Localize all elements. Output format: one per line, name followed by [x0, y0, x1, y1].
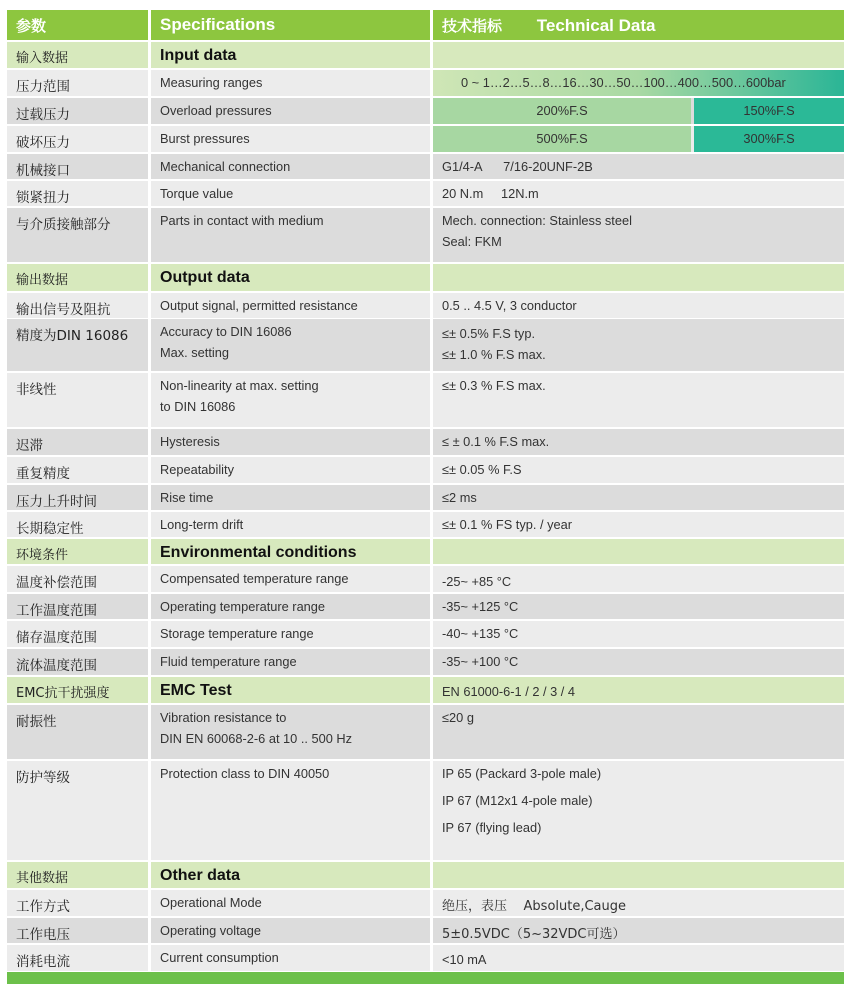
row-hysteresis — [7, 429, 844, 457]
storage-cn: 储存温度范围 — [7, 621, 151, 649]
repeat-cn: 重复精度 — [7, 457, 151, 485]
comp-cn: 温度补偿范围 — [7, 566, 151, 594]
section-emc-cn: EMC抗干扰强度 — [7, 677, 151, 705]
parts-value-2: Seal: FKM — [442, 234, 502, 249]
nonlin-en — [151, 373, 433, 429]
overload-en: Overload pressures — [151, 98, 433, 126]
comp-value: -25~ +85 °C — [433, 566, 844, 594]
measuring-ranges-cn: 压力范围 — [7, 70, 151, 98]
repeat-value: ≤± 0.05 % F.S — [433, 457, 844, 485]
section-output-cn: 输出数据 — [7, 264, 151, 293]
comp-en: Compensated temperature range — [151, 566, 433, 594]
burst-value-b: 300%F.S — [694, 126, 844, 152]
overload-values — [433, 98, 844, 126]
burst-values — [433, 126, 844, 154]
hyst-cn: 迟滞 — [7, 429, 151, 457]
voltage-value: 5±0.5VDC（5~32VDC可选） — [433, 918, 844, 945]
rise-cn: 压力上升时间 — [7, 485, 151, 512]
row-measuring-ranges — [7, 70, 844, 98]
accuracy-value-1: ≤± 0.5% F.S typ. — [442, 326, 535, 341]
footer-bar — [7, 972, 844, 984]
section-env-blank — [433, 539, 844, 566]
overload-value-b: 150%F.S — [694, 98, 844, 124]
current-cn: 消耗电流 — [7, 945, 151, 973]
vibration-en-1: Vibration resistance to — [160, 710, 287, 725]
overload-value-a: 200%F.S — [433, 98, 691, 124]
current-en: Current consumption — [151, 945, 433, 973]
accuracy-en-1: Accuracy to DIN 16086 — [160, 324, 292, 339]
nonlin-value: ≤± 0.3 % F.S max. — [433, 373, 844, 429]
row-operating-voltage — [7, 918, 844, 945]
measuring-ranges-value: 0 ~ 1…2…5…8…16…30…50…100…400…500…600bar — [433, 70, 844, 98]
mode-en: Operational Mode — [151, 890, 433, 918]
section-environmental — [7, 539, 844, 566]
row-output-signal — [7, 293, 844, 319]
spec-table — [7, 10, 844, 973]
header-tech-cn: 技术指标 — [442, 17, 503, 35]
protection-value — [433, 761, 844, 862]
row-storage-temp — [7, 621, 844, 649]
row-repeatability — [7, 457, 844, 485]
row-compensated-temp — [7, 566, 844, 594]
row-long-term-drift — [7, 512, 844, 539]
parts-value — [433, 208, 844, 264]
hyst-en: Hysteresis — [151, 429, 433, 457]
row-current-consumption — [7, 945, 844, 973]
header-specifications: Specifications — [151, 10, 433, 42]
torque-value: 20 N.m 12N.m — [433, 181, 844, 208]
mode-value: 绝压，表压 Absolute,Cauge — [433, 890, 844, 918]
accuracy-en — [151, 319, 433, 373]
torque-en: Torque value — [151, 181, 433, 208]
row-nonlinearity — [7, 373, 844, 429]
section-output — [7, 264, 844, 293]
section-other — [7, 862, 844, 890]
repeat-en: Repeatability — [151, 457, 433, 485]
storage-en: Storage temperature range — [151, 621, 433, 649]
mech-cn: 机械接口 — [7, 154, 151, 181]
section-input — [7, 42, 844, 70]
vibration-cn: 耐振性 — [7, 705, 151, 761]
header-tech-en: Technical Data — [536, 16, 656, 35]
voltage-cn: 工作电压 — [7, 918, 151, 945]
oper-temp-value: -35~ +125 °C — [433, 594, 844, 621]
section-emc — [7, 677, 844, 705]
signal-value: 0.5 .. 4.5 V, 3 conductor — [433, 293, 844, 320]
mode-cn: 工作方式 — [7, 890, 151, 918]
accuracy-en-2: Max. setting — [160, 345, 229, 360]
header-param: 参数 — [7, 10, 151, 42]
row-accuracy — [7, 319, 844, 373]
section-emc-value: EN 61000-6-1 / 2 / 3 / 4 — [433, 677, 844, 705]
row-mechanical-connection — [7, 154, 844, 181]
protection-value-3: IP 67 (flying lead) — [442, 820, 542, 835]
oper-temp-en: Operating temperature range — [151, 594, 433, 621]
mech-value: G1/4-A 7/16-20UNF-2B — [433, 154, 844, 181]
protection-cn: 防护等级 — [7, 761, 151, 862]
protection-value-2: IP 67 (M12x1 4-pole male) — [442, 793, 593, 808]
row-protection — [7, 761, 844, 862]
row-burst — [7, 126, 844, 154]
overload-cn: 过载压力 — [7, 98, 151, 126]
storage-value: -40~ +135 °C — [433, 621, 844, 649]
section-other-blank — [433, 862, 844, 890]
torque-cn: 锁紧扭力 — [7, 181, 151, 208]
oper-temp-cn: 工作温度范围 — [7, 594, 151, 621]
parts-value-1: Mech. connection: Stainless steel — [442, 213, 632, 228]
drift-cn: 长期稳定性 — [7, 512, 151, 539]
nonlin-cn: 非线性 — [7, 373, 151, 429]
accuracy-value-2: ≤± 1.0 % F.S max. — [442, 347, 546, 362]
drift-value: ≤± 0.1 % FS typ. / year — [433, 512, 844, 539]
section-other-cn: 其他数据 — [7, 862, 151, 890]
parts-cn: 与介质接触部分 — [7, 208, 151, 264]
rise-value: ≤2 ms — [433, 485, 844, 512]
protection-value-1: IP 65 (Packard 3-pole male) — [442, 766, 602, 781]
table-header — [7, 10, 844, 42]
measuring-ranges-en: Measuring ranges — [151, 70, 433, 98]
parts-en: Parts in contact with medium — [151, 208, 433, 264]
section-input-blank — [433, 42, 844, 70]
section-other-en: Other data — [151, 862, 433, 890]
vibration-value: ≤20 g — [433, 705, 844, 761]
fluid-cn: 流体温度范围 — [7, 649, 151, 677]
fluid-en: Fluid temperature range — [151, 649, 433, 677]
row-operational-mode — [7, 890, 844, 918]
nonlin-en-2: to DIN 16086 — [160, 399, 236, 414]
accuracy-value — [433, 319, 844, 373]
section-input-cn: 输入数据 — [7, 42, 151, 70]
row-fluid-temp — [7, 649, 844, 677]
row-parts-in-contact — [7, 208, 844, 264]
rise-en: Rise time — [151, 485, 433, 512]
row-operating-temp — [7, 594, 844, 621]
vibration-en-2: DIN EN 60068-2-6 at 10 .. 500 Hz — [160, 731, 353, 746]
section-env-cn: 环境条件 — [7, 539, 151, 566]
mech-en: Mechanical connection — [151, 154, 433, 181]
header-technical-data — [433, 10, 844, 42]
section-env-en: Environmental conditions — [151, 539, 433, 566]
section-output-en: Output data — [151, 264, 433, 293]
accuracy-cn: 精度为DIN 16086 — [7, 319, 151, 373]
burst-cn: 破坏压力 — [7, 126, 151, 154]
protection-en: Protection class to DIN 40050 — [151, 761, 433, 862]
drift-en: Long-term drift — [151, 512, 433, 539]
voltage-en: Operating voltage — [151, 918, 433, 945]
burst-value-a: 500%F.S — [433, 126, 691, 152]
fluid-value: -35~ +100 °C — [433, 649, 844, 677]
section-output-blank — [433, 264, 844, 293]
row-torque — [7, 181, 844, 208]
signal-en: Output signal, permitted resistance — [151, 293, 433, 320]
vibration-en — [151, 705, 433, 761]
row-vibration — [7, 705, 844, 761]
signal-cn: 输出信号及阻抗 — [7, 293, 151, 320]
row-overload — [7, 98, 844, 126]
row-rise-time — [7, 485, 844, 512]
nonlin-en-1: Non-linearity at max. setting — [160, 378, 319, 393]
burst-en: Burst pressures — [151, 126, 433, 154]
hyst-value: ≤ ± 0.1 % F.S max. — [433, 429, 844, 457]
current-value: <10 mA — [433, 945, 844, 973]
section-input-en: Input data — [151, 42, 433, 70]
section-emc-en: EMC Test — [151, 677, 433, 705]
